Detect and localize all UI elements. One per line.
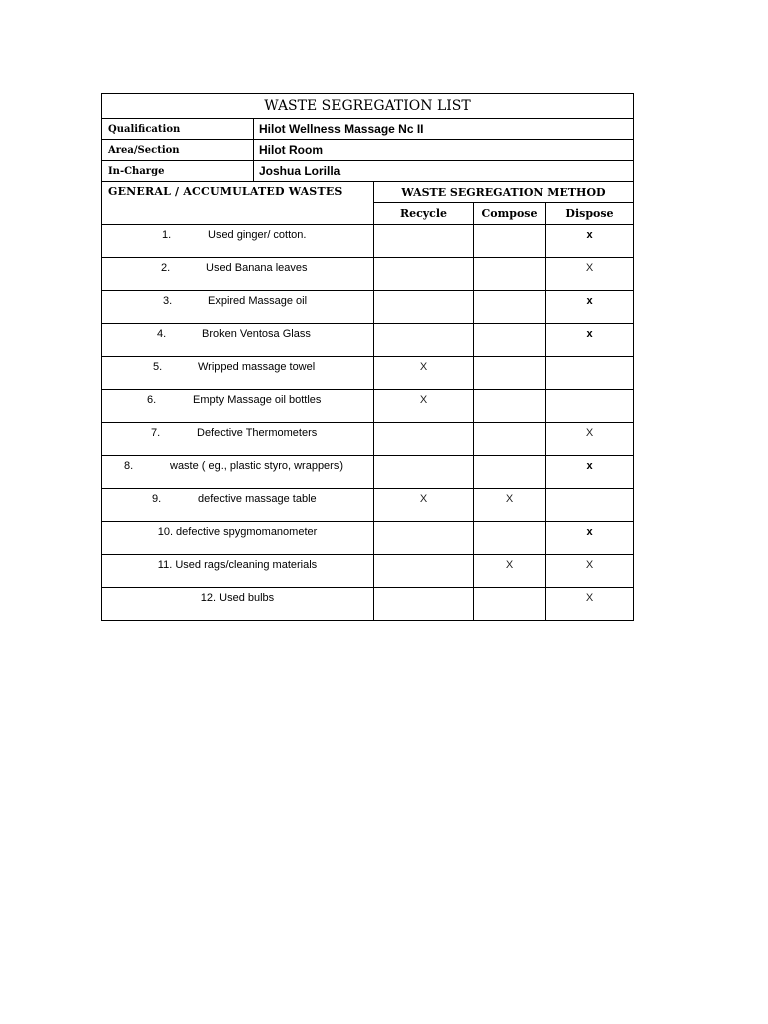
waste-item-text: Broken Ventosa Glass — [202, 328, 311, 340]
table-row — [102, 390, 634, 423]
table-row — [102, 522, 634, 555]
waste-item-text: Empty Massage oil bottles — [193, 394, 322, 406]
compose-mark: X — [474, 555, 546, 588]
waste-item-text: waste ( eg., plastic styro, wrappers) — [170, 460, 344, 472]
table-row — [102, 588, 634, 621]
waste-item — [102, 225, 374, 258]
recycle-header: Recycle — [374, 203, 474, 225]
waste-item-number: 9. — [152, 493, 162, 505]
recycle-mark — [374, 291, 474, 324]
compose-mark — [474, 588, 546, 621]
waste-item-text: 10. defective spygmomanometer — [157, 526, 318, 538]
compose-mark — [474, 456, 546, 489]
waste-item-text: 12. Used bulbs — [200, 592, 275, 604]
recycle-mark — [374, 225, 474, 258]
waste-item-text: Used Banana leaves — [206, 262, 308, 274]
table-row — [102, 291, 634, 324]
table-row — [102, 423, 634, 456]
waste-item-number: 6. — [147, 394, 157, 406]
waste-item — [102, 456, 374, 489]
recycle-mark: X — [374, 357, 474, 390]
waste-item-number: 7. — [151, 427, 161, 439]
waste-item-number: 3. — [163, 295, 173, 307]
dispose-mark: x — [546, 522, 634, 555]
recycle-mark: X — [374, 489, 474, 522]
waste-item — [102, 489, 374, 522]
qualification-label: Qualification — [102, 119, 254, 140]
in-charge-value: Joshua Lorilla — [254, 161, 634, 182]
waste-segregation-table — [101, 93, 634, 621]
area-section-label: Area/Section — [102, 140, 254, 161]
compose-mark — [474, 258, 546, 291]
compose-mark — [474, 324, 546, 357]
waste-item — [102, 588, 374, 621]
dispose-mark: x — [546, 456, 634, 489]
waste-item-text: Expired Massage oil — [208, 295, 308, 307]
table-row — [102, 489, 634, 522]
table-row — [102, 357, 634, 390]
waste-item-text: Wripped massage towel — [198, 361, 316, 373]
compose-mark — [474, 357, 546, 390]
waste-item-number: 2. — [161, 262, 171, 274]
recycle-mark — [374, 258, 474, 291]
waste-item — [102, 555, 374, 588]
recycle-mark — [374, 456, 474, 489]
dispose-mark: X — [546, 588, 634, 621]
dispose-mark — [546, 489, 634, 522]
recycle-mark — [374, 423, 474, 456]
dispose-mark — [546, 357, 634, 390]
compose-mark — [474, 423, 546, 456]
waste-item-number: 4. — [157, 328, 167, 340]
waste-item-text: Used ginger/ cotton. — [208, 229, 307, 241]
recycle-mark — [374, 588, 474, 621]
table-row — [102, 258, 634, 291]
waste-item-text: 11. Used rags/cleaning materials — [157, 559, 318, 571]
table-row — [102, 225, 634, 258]
compose-mark — [474, 291, 546, 324]
dispose-mark: X — [546, 423, 634, 456]
dispose-mark: x — [546, 291, 634, 324]
recycle-mark — [374, 522, 474, 555]
dispose-mark: x — [546, 225, 634, 258]
table-row — [102, 555, 634, 588]
dispose-mark: X — [546, 555, 634, 588]
recycle-mark: X — [374, 390, 474, 423]
general-wastes-header: GENERAL / ACCUMULATED WASTES — [102, 182, 374, 225]
dispose-mark: X — [546, 258, 634, 291]
waste-item-number: 5. — [153, 361, 163, 373]
segregation-method-header: WASTE SEGREGATION METHOD — [374, 182, 634, 203]
dispose-mark — [546, 390, 634, 423]
qualification-value: Hilot Wellness Massage Nc II — [254, 119, 634, 140]
compose-mark — [474, 225, 546, 258]
compose-header: Compose — [474, 203, 546, 225]
waste-item-number: 1. — [162, 229, 172, 241]
waste-item — [102, 291, 374, 324]
waste-item-text: defective massage table — [198, 493, 317, 505]
recycle-mark — [374, 324, 474, 357]
waste-item — [102, 522, 374, 555]
recycle-mark — [374, 555, 474, 588]
dispose-header: Dispose — [546, 203, 634, 225]
area-section-value: Hilot Room — [254, 140, 634, 161]
waste-item — [102, 258, 374, 291]
compose-mark — [474, 522, 546, 555]
dispose-mark: x — [546, 324, 634, 357]
waste-item — [102, 324, 374, 357]
compose-mark — [474, 390, 546, 423]
compose-mark: X — [474, 489, 546, 522]
waste-item — [102, 423, 374, 456]
waste-item-number: 8. — [124, 460, 134, 472]
waste-item-text: Defective Thermometers — [197, 427, 318, 439]
table-row — [102, 324, 634, 357]
in-charge-label: In-Charge — [102, 161, 254, 182]
sheet-title: WASTE SEGREGATION LIST — [102, 94, 634, 119]
table-row — [102, 456, 634, 489]
waste-item — [102, 390, 374, 423]
waste-item — [102, 357, 374, 390]
